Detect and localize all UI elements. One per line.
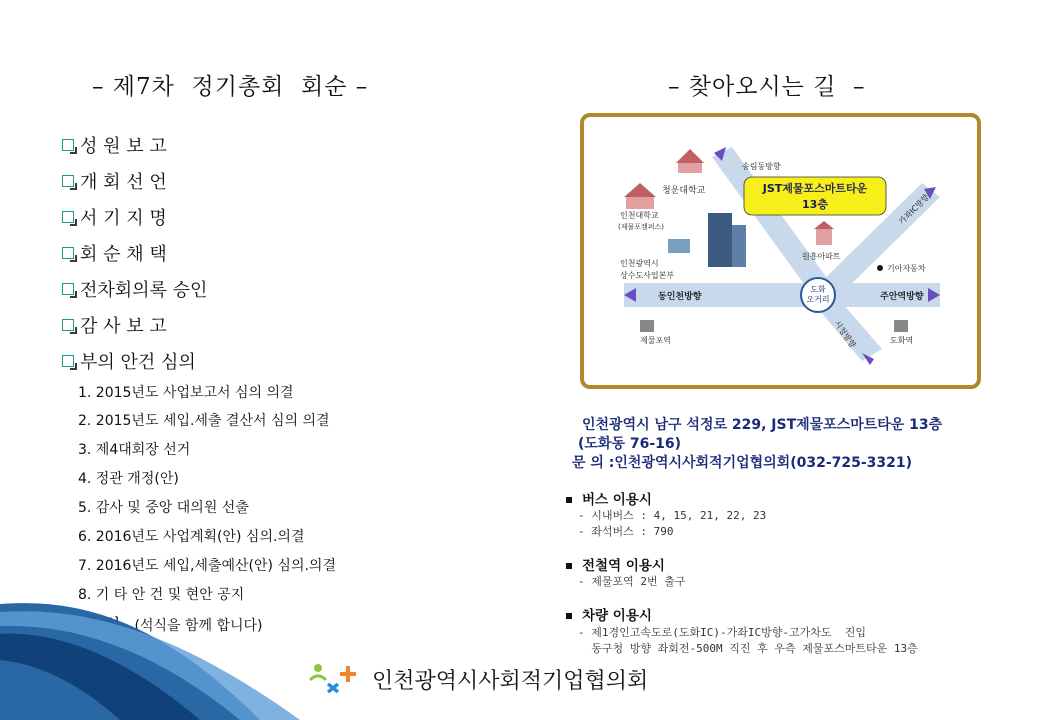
dohwa-station-icon (894, 320, 908, 332)
office-tower-side-icon (732, 225, 746, 267)
sub-agenda-item: 4. 정관 개정(안) (78, 471, 179, 487)
agenda-item (62, 168, 167, 194)
agenda-item (62, 312, 167, 338)
agenda-item-label: 전차회의록 승인 (80, 280, 208, 301)
agenda-item-label: 개 회 선 언 (80, 172, 167, 193)
university-building-icon (626, 197, 654, 209)
agenda-item-label: 서 기 지 명 (80, 208, 167, 229)
map-label-water: 인천광역시 (620, 259, 659, 268)
sub-agenda-item: 6. 2016년도 사업계획(안) 심의.의결 (78, 529, 305, 545)
map-label-ogeori: 오거리 (806, 295, 830, 304)
checkbox-bullet-icon (62, 139, 74, 151)
checkbox-bullet-icon (62, 283, 74, 295)
kia-marker-icon (877, 265, 883, 271)
square-bullet-icon (566, 497, 572, 503)
map-label-dohwa: 도화 (810, 285, 826, 294)
office-tower-icon (708, 213, 732, 267)
contact-line: 문 의 :인천광역시사회적기업협의회(032-725-3321) (572, 455, 913, 471)
map-label-dohwa-station: 도화역 (890, 336, 914, 345)
agenda-item-label: 감 사 보 고 (80, 316, 167, 337)
agenda-item (62, 240, 167, 266)
agenda-title: – 제7차 정기총회 회순 – (92, 74, 369, 100)
college-roof-icon (676, 149, 704, 163)
directions-title: – 찾아오시는 길 – (668, 74, 866, 100)
sub-agenda-item: 7. 2016년도 세입,세출예산(안) 심의.의결 (78, 558, 336, 574)
organization-name: 인천광역시사회적기업협의회 (372, 669, 649, 694)
checkbox-bullet-icon (62, 175, 74, 187)
college-building-icon (678, 163, 702, 173)
map-label-jemulpo: 제물포역 (640, 336, 671, 345)
address-line: 인천광역시 남구 석정로 229, JST제물포스마트타운 13층 (582, 417, 943, 433)
callout-line2: 13층 (802, 198, 828, 211)
organization-logo-icon (306, 662, 366, 696)
map-label-inha: 인천대학교 (620, 211, 659, 220)
sub-agenda-item: 1. 2015년도 사업보고서 심의 의결 (78, 385, 294, 401)
transport-heading (566, 554, 665, 574)
closing-note: (석식을 함께 합니다) (134, 618, 263, 634)
transport-heading (566, 488, 652, 508)
water-office-icon (668, 239, 690, 253)
map-label-cheongun: 청운대학교 (662, 186, 706, 196)
transport-heading-label: 전철역 이용시 (582, 558, 665, 574)
sub-agenda-item: 5. 감사 및 중앙 대의원 선출 (78, 500, 249, 516)
agenda-item (62, 276, 207, 302)
map-label-dongincheon: 동인천방향 (658, 292, 702, 302)
decorative-wave (0, 590, 1040, 720)
checkbox-bullet-icon (62, 211, 74, 223)
checkbox-bullet-icon (62, 247, 74, 259)
sub-agenda-item: 2. 2015년도 세입.세출 결산서 심의 의결 (78, 413, 330, 429)
callout-line1: JST제물포스마트타운 (762, 182, 868, 195)
map-label-songnim: 송림동방향 (742, 162, 781, 171)
apartment-roof-icon (814, 221, 834, 229)
map-label-sichung: 시청방향 (832, 318, 858, 350)
square-bullet-icon (566, 563, 572, 569)
jemulpo-station-icon (640, 320, 654, 332)
transport-detail: - 제물포역 2번 출구 (578, 575, 686, 588)
map-drawing (584, 117, 977, 385)
transport-detail: - 제1경인고속도로(도화IC)-가좌IC방향-고가차도 진입 (578, 626, 866, 639)
apartment-icon (816, 229, 832, 245)
address-dong: (도화동 76-16) (578, 436, 682, 452)
agenda-item (62, 132, 167, 158)
agenda-item (62, 204, 167, 230)
map-label-water-office: 상수도사업본부 (620, 271, 675, 280)
transport-heading-label: 버스 이용시 (582, 492, 652, 508)
map-label-inha-campus: (제물포캠퍼스) (618, 223, 665, 231)
map-label-gajwa: 가좌IC방향 (897, 192, 931, 227)
checkbox-bullet-icon (62, 319, 74, 331)
agenda-item-label: 회 순 채 택 (80, 244, 167, 265)
map-label-kia: 기아자동차 (887, 264, 926, 273)
sub-agenda-item: 3. 제4대회장 선거 (78, 442, 191, 458)
checkbox-bullet-icon (62, 355, 74, 367)
university-roof-icon (624, 183, 656, 197)
agenda-item-label: 성 원 보 고 (80, 136, 167, 157)
map-label-juan: 주안역방향 (880, 292, 924, 302)
location-map (580, 113, 981, 389)
transport-detail: - 시내버스 : 4, 15, 21, 22, 23 (578, 509, 767, 522)
agenda-item-label: 부의 안건 심의 (80, 352, 196, 373)
map-label-wonhong: 원흥아파트 (802, 252, 841, 261)
transport-detail: - 좌석버스 : 790 (578, 525, 674, 538)
agenda-item (62, 348, 196, 374)
transport-heading-label: 차량 이용시 (582, 608, 652, 624)
transport-detail: 동구청 방향 좌회전-500M 직진 후 우측 제물포스마트타운 13층 (578, 642, 918, 655)
sub-agenda-item: 8. 기 타 안 건 및 현안 공지 (78, 587, 245, 603)
